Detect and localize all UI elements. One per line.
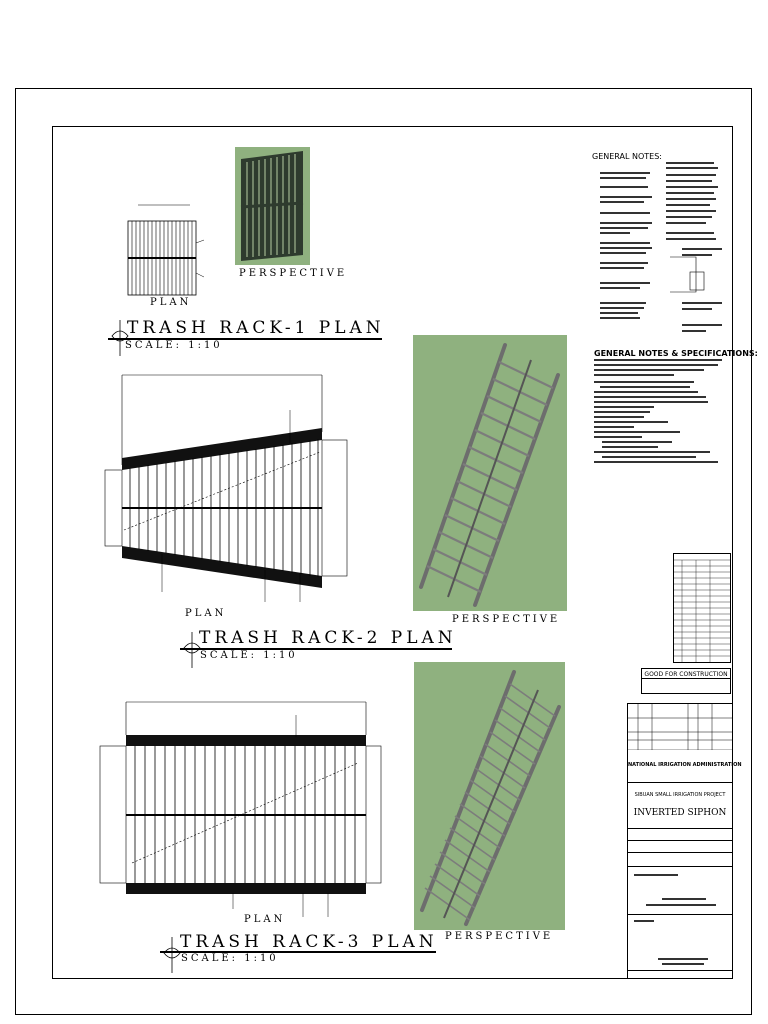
trash-rack-2-scale: SCALE: 1:10 <box>200 650 298 661</box>
trash-rack-2-perspective <box>413 335 567 611</box>
title-block-divider <box>628 970 732 971</box>
trash-rack-1-scale: SCALE: 1:10 <box>125 340 223 351</box>
trash-rack-1-plan-drawing <box>120 195 230 305</box>
gfc-label: GOOD FOR CONSTRUCTION <box>642 669 730 679</box>
title-block-divider <box>628 828 732 829</box>
trash-rack-1-title: TRASH RACK-1 PLAN <box>127 318 385 338</box>
trash-rack-1-perspective <box>235 147 310 265</box>
quantity-table <box>673 553 731 663</box>
trash-rack-2-perspective-label: PERSPECTIVE <box>452 614 561 625</box>
trash-rack-2-plan-label: PLAN <box>185 608 227 619</box>
title-block-divider <box>628 852 732 853</box>
trash-rack-3-plan-drawing <box>98 697 383 925</box>
trash-rack-3-plan-label: PLAN <box>244 914 286 925</box>
trash-rack-3-perspective-label: PERSPECTIVE <box>445 931 554 942</box>
title-block-divider <box>628 840 732 841</box>
sheet-title: INVERTED SIPHON <box>633 808 727 818</box>
trash-rack-3-title: TRASH RACK-3 PLAN <box>180 932 438 952</box>
revision-table <box>628 704 732 750</box>
general-notes-heading: GENERAL NOTES: <box>592 152 662 161</box>
title-block <box>627 703 742 979</box>
project-name: SIBUAN SMALL IRRIGATION PROJECT <box>634 792 726 798</box>
title-block-divider <box>628 782 732 783</box>
trash-rack-1-plan-label: PLAN <box>150 297 192 308</box>
trash-rack-1-perspective-label: PERSPECTIVE <box>239 268 348 279</box>
agency-name: NATIONAL IRRIGATION ADMINISTRATION <box>628 762 742 768</box>
quantity-table-grid <box>674 554 730 662</box>
trash-rack-3-perspective <box>414 662 565 930</box>
good-for-construction-stamp <box>641 668 731 694</box>
trash-rack-3-scale: SCALE: 1:10 <box>181 953 279 964</box>
title-block-divider <box>628 866 732 867</box>
specifications-text-block <box>594 359 730 489</box>
general-notes-text-block <box>592 162 730 342</box>
trash-rack-2-plan-drawing <box>100 370 355 615</box>
specifications-heading: GENERAL NOTES & SPECIFICATIONS: <box>594 349 758 358</box>
trash-rack-2-title: TRASH RACK-2 PLAN <box>199 628 457 648</box>
approval-signatures <box>632 872 728 972</box>
